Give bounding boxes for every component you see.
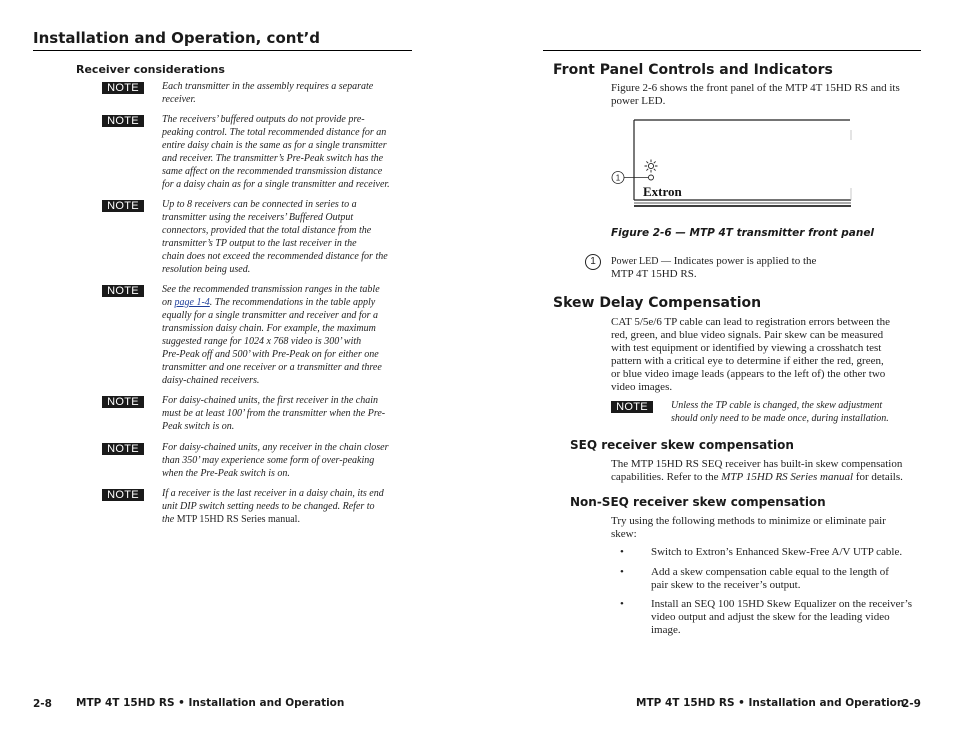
seq-text: The MTP 15HD RS SEQ receiver has built-in skew compensation capabilities. Refer to the MTP 15HD RS Series manual for details. xyxy=(611,458,903,483)
front-panel-heading: Front Panel Controls and Indicators xyxy=(553,62,833,78)
skew-note-text: Unless the TP cable is changed, the skew adjustment should only need to be made once, during installation. xyxy=(671,400,889,424)
note-badge: NOTE xyxy=(102,396,144,408)
extron-logo: Extron xyxy=(643,184,682,199)
header-rule-right xyxy=(543,50,921,51)
note-badge: NOTE xyxy=(102,115,144,127)
section-subheading: Receiver considerations xyxy=(76,63,225,76)
sun-icon xyxy=(645,160,658,173)
skew-heading: Skew Delay Compensation xyxy=(553,295,762,311)
nonseq-heading: Non-SEQ receiver skew compensation xyxy=(570,495,826,509)
note-text: The receivers’ buffered outputs do not provide pre- peaking control. The total recommended distance for an entire daisy chain is the same as for a single transmitter and receiver. The transmitter’s Pre-Peak switch has the same affect on the recommended transmission distance for a daisy chain as for a single transmitter and receiver. xyxy=(162,114,390,190)
note-badge: NOTE xyxy=(102,82,144,94)
header-rule-left xyxy=(33,50,412,51)
page-link[interactable]: page 1-4 xyxy=(174,297,210,308)
page-number-left: 2-8 xyxy=(33,698,52,710)
note-badge: NOTE xyxy=(102,443,144,455)
note-text: For daisy-chained units, the first receiver in the chain must be at least 100’ from the transmitter when the Pre- Peak switch is on. xyxy=(162,395,386,432)
page-number-right: 2-9 xyxy=(902,698,921,710)
figure-caption: Figure 2-6 — MTP 4T transmitter front panel xyxy=(611,227,875,239)
nonseq-intro: Try using the following methods to minimize or eliminate pair skew: xyxy=(611,515,886,540)
skew-intro: CAT 5/5e/6 TP cable can lead to registration errors between the red, green, and blue video signals. Pair skew can be measured with test equipment or identified by viewing a crosshatch test pattern with a critical eye to determine if either the red, green, or blue video image leads (appears to the left of) the other two video images. xyxy=(611,316,890,393)
note-text: For daisy-chained units, any receiver in the chain closer than 350’ may experience some form of over-peaking when the Pre-Peak switch is on. xyxy=(162,442,389,479)
note-badge: NOTE xyxy=(611,401,653,413)
page-header-title: Installation and Operation, cont’d xyxy=(33,29,321,47)
front-panel-figure xyxy=(605,118,855,213)
note-badge: NOTE xyxy=(102,285,144,297)
callout-number-badge: 1 xyxy=(585,254,601,270)
note-text: Each transmitter in the assembly requires a separate receiver. xyxy=(162,81,374,105)
footer-title-right: MTP 4T 15HD RS • Installation and Operation xyxy=(636,697,905,709)
power-led-description: Power LED — Indicates power is applied to the MTP 4T 15HD RS. xyxy=(611,255,817,280)
note-badge: NOTE xyxy=(102,489,144,501)
power-led-icon xyxy=(649,175,654,180)
list-item: • Switch to Extron’s Enhanced Skew-Free A/V UTP cable. xyxy=(620,546,903,558)
list-item: • Add a skew compensation cable equal to the length of pair skew to the receiver’s output. xyxy=(620,566,889,591)
note-text: See the recommended transmission ranges in the table on page 1-4. The recommendations in the table apply equally for a single transmitter and receiver and for a transmission daisy chain. For example, the maximum suggested range for 1024 x 768 video is 300’ with Pre-Peak off and 500’ with Pre-Peak on for either one transmitter and one receiver or a transmitter and three daisy-chained receivers. xyxy=(162,284,382,386)
callout-number: 1 xyxy=(615,173,621,183)
seq-heading: SEQ receiver skew compensation xyxy=(570,438,794,452)
note-text: Up to 8 receivers can be connected in series to a transmitter using the receivers’ Buffered Output connectors, provided that the total distance from the transmitter’s TP output to the last receiver in the chain does not exceed the recommended distance for the resolution being used. xyxy=(162,199,388,275)
note-text: If a receiver is the last receiver in a daisy chain, its end unit DIP switch setting needs to be changed. Refer to the MTP 15HD RS Series manual. xyxy=(162,488,384,525)
front-panel-intro: Figure 2-6 shows the front panel of the MTP 4T 15HD RS and its power LED. xyxy=(611,82,900,107)
list-item: • Install an SEQ 100 15HD Skew Equalizer on the receiver’s video output and adjust the skew for the leading video image. xyxy=(620,598,912,636)
note-badge: NOTE xyxy=(102,200,144,212)
footer-title-left: MTP 4T 15HD RS • Installation and Operation xyxy=(76,697,345,709)
